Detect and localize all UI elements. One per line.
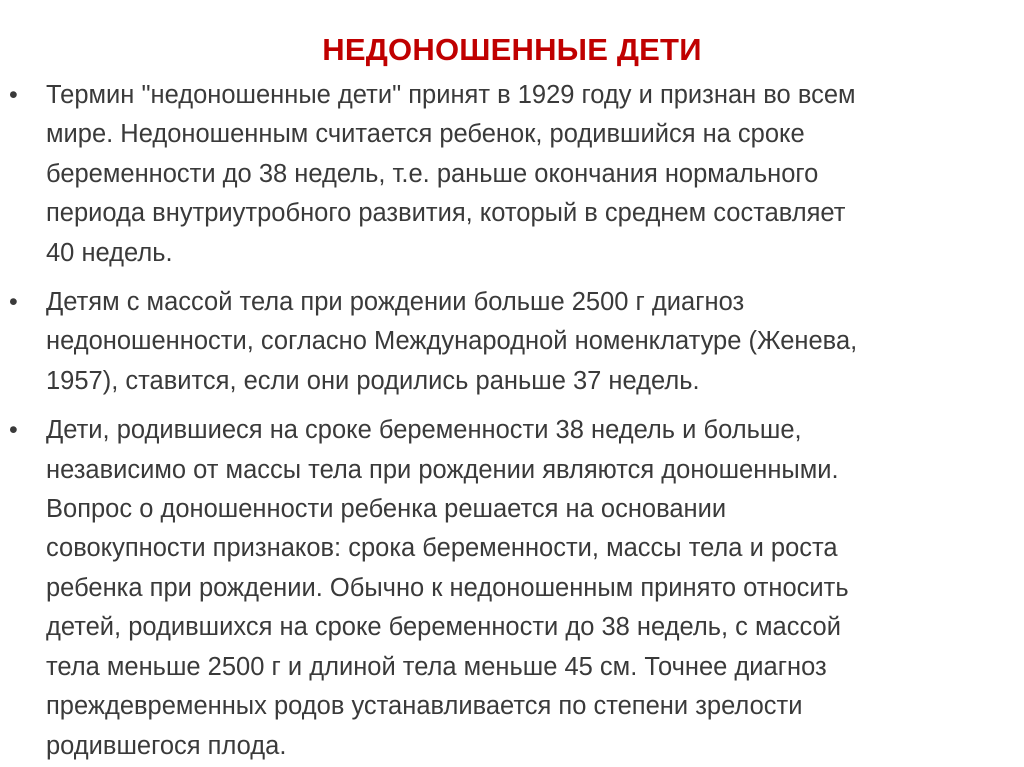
bullet-text-line: ребенка при рождении. Обычно к недоношенным принято относить (46, 573, 849, 602)
bullet-dot-icon: • (9, 416, 18, 445)
bullet-text-line: Дети, родившиеся на сроке беременности 38 недель и больше, (46, 416, 802, 445)
bullet-text-line: 40 недель. (46, 238, 173, 267)
bullet-text-line: преждевременных родов устанавливается по степени зрелости (46, 692, 803, 721)
bullet-text-line: детей, родившихся на сроке беременности до 38 недель, с массой (46, 613, 841, 642)
bullet-item (0, 76, 1024, 273)
bullet-text-line: тела меньше 2500 г и длиной тела меньше 45 см. Точнее диагноз (46, 652, 827, 681)
bullet-item (0, 283, 1024, 401)
bullet-text-line: периода внутриутробного развития, который в среднем составляет (46, 199, 846, 228)
bullet-text-line: независимо от массы тела при рождении являются доношенными. (46, 455, 839, 484)
bullet-dot-icon: • (9, 81, 18, 109)
bullet-text-line: родившегося плода. (46, 731, 287, 760)
bullet-text-line: совокупности признаков: срока беременности, массы тела и роста (46, 534, 838, 563)
bullet-text-line: 1957), ставится, если они родились раньше 37 недель. (46, 366, 700, 395)
bullet-text-line: Термин "недоношенные дети" принят в 1929 году и признан во всем (46, 81, 856, 109)
bullet-text-line: беременности до 38 недель, т.е. раньше окончания нормального (46, 159, 819, 188)
bullet-text-line: Детям с массой тела при рождении больше 2500 г диагноз (46, 288, 745, 317)
bullet-text-line: мире. Недоношенным считается ребенок, родившийся на сроке (46, 120, 805, 149)
bullet-item (0, 411, 1024, 766)
bullet-text-line: Вопрос о доношенности ребенка решается на основании (46, 495, 727, 524)
bullet-text-line: недоношенности, согласно Международной номенклатуре (Женева, (46, 327, 858, 356)
bullet-dot-icon: • (9, 288, 18, 317)
slide-title: НЕДОНОШЕННЫЕ ДЕТИ (322, 32, 702, 67)
bullet-list (0, 76, 1024, 766)
